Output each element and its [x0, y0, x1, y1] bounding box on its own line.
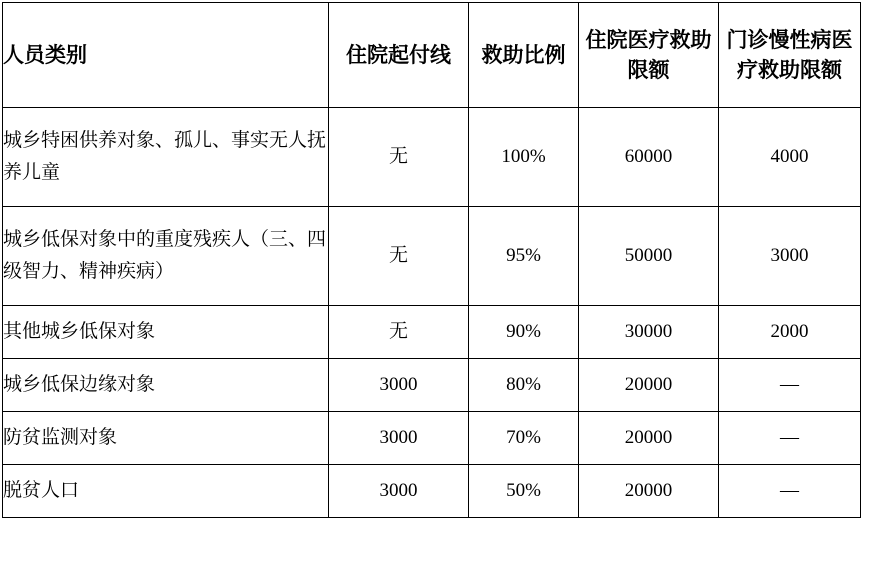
table-row: [3, 465, 861, 518]
table-body: [3, 108, 861, 518]
table-header-row: [3, 3, 861, 108]
column-header-inpatient-limit: 住院医疗救助限额: [579, 3, 719, 108]
cell-outpatient-limit: —: [719, 412, 861, 465]
cell-category: 城乡特困供养对象、孤儿、事实无人抚养儿童: [3, 108, 329, 207]
table-row: [3, 306, 861, 359]
column-header-deductible: 住院起付线: [329, 3, 469, 108]
cell-ratio: 100%: [469, 108, 579, 207]
document-page: [0, 2, 877, 562]
cell-deductible: 无: [329, 207, 469, 306]
medical-aid-table: [2, 2, 861, 518]
cell-inpatient-limit: 30000: [579, 306, 719, 359]
cell-ratio: 90%: [469, 306, 579, 359]
cell-category: 防贫监测对象: [3, 412, 329, 465]
column-header-category: 人员类别: [3, 3, 329, 108]
table-row: [3, 108, 861, 207]
cell-outpatient-limit: 3000: [719, 207, 861, 306]
cell-ratio: 80%: [469, 359, 579, 412]
cell-inpatient-limit: 60000: [579, 108, 719, 207]
cell-deductible: 无: [329, 306, 469, 359]
cell-outpatient-limit: —: [719, 359, 861, 412]
table-row: [3, 207, 861, 306]
cell-outpatient-limit: 4000: [719, 108, 861, 207]
cell-category: 城乡低保对象中的重度残疾人（三、四级智力、精神疾病）: [3, 207, 329, 306]
cell-ratio: 50%: [469, 465, 579, 518]
cell-inpatient-limit: 20000: [579, 412, 719, 465]
cell-category: 城乡低保边缘对象: [3, 359, 329, 412]
column-header-outpatient-limit: 门诊慢性病医疗救助限额: [719, 3, 861, 108]
cell-deductible: 无: [329, 108, 469, 207]
cell-inpatient-limit: 50000: [579, 207, 719, 306]
cell-ratio: 95%: [469, 207, 579, 306]
cell-outpatient-limit: —: [719, 465, 861, 518]
cell-inpatient-limit: 20000: [579, 359, 719, 412]
table-row: [3, 412, 861, 465]
cell-inpatient-limit: 20000: [579, 465, 719, 518]
cell-category: 脱贫人口: [3, 465, 329, 518]
cell-deductible: 3000: [329, 359, 469, 412]
cell-deductible: 3000: [329, 412, 469, 465]
cell-category: 其他城乡低保对象: [3, 306, 329, 359]
cell-outpatient-limit: 2000: [719, 306, 861, 359]
table-header: [3, 3, 861, 108]
cell-deductible: 3000: [329, 465, 469, 518]
table-row: [3, 359, 861, 412]
cell-ratio: 70%: [469, 412, 579, 465]
column-header-ratio: 救助比例: [469, 3, 579, 108]
